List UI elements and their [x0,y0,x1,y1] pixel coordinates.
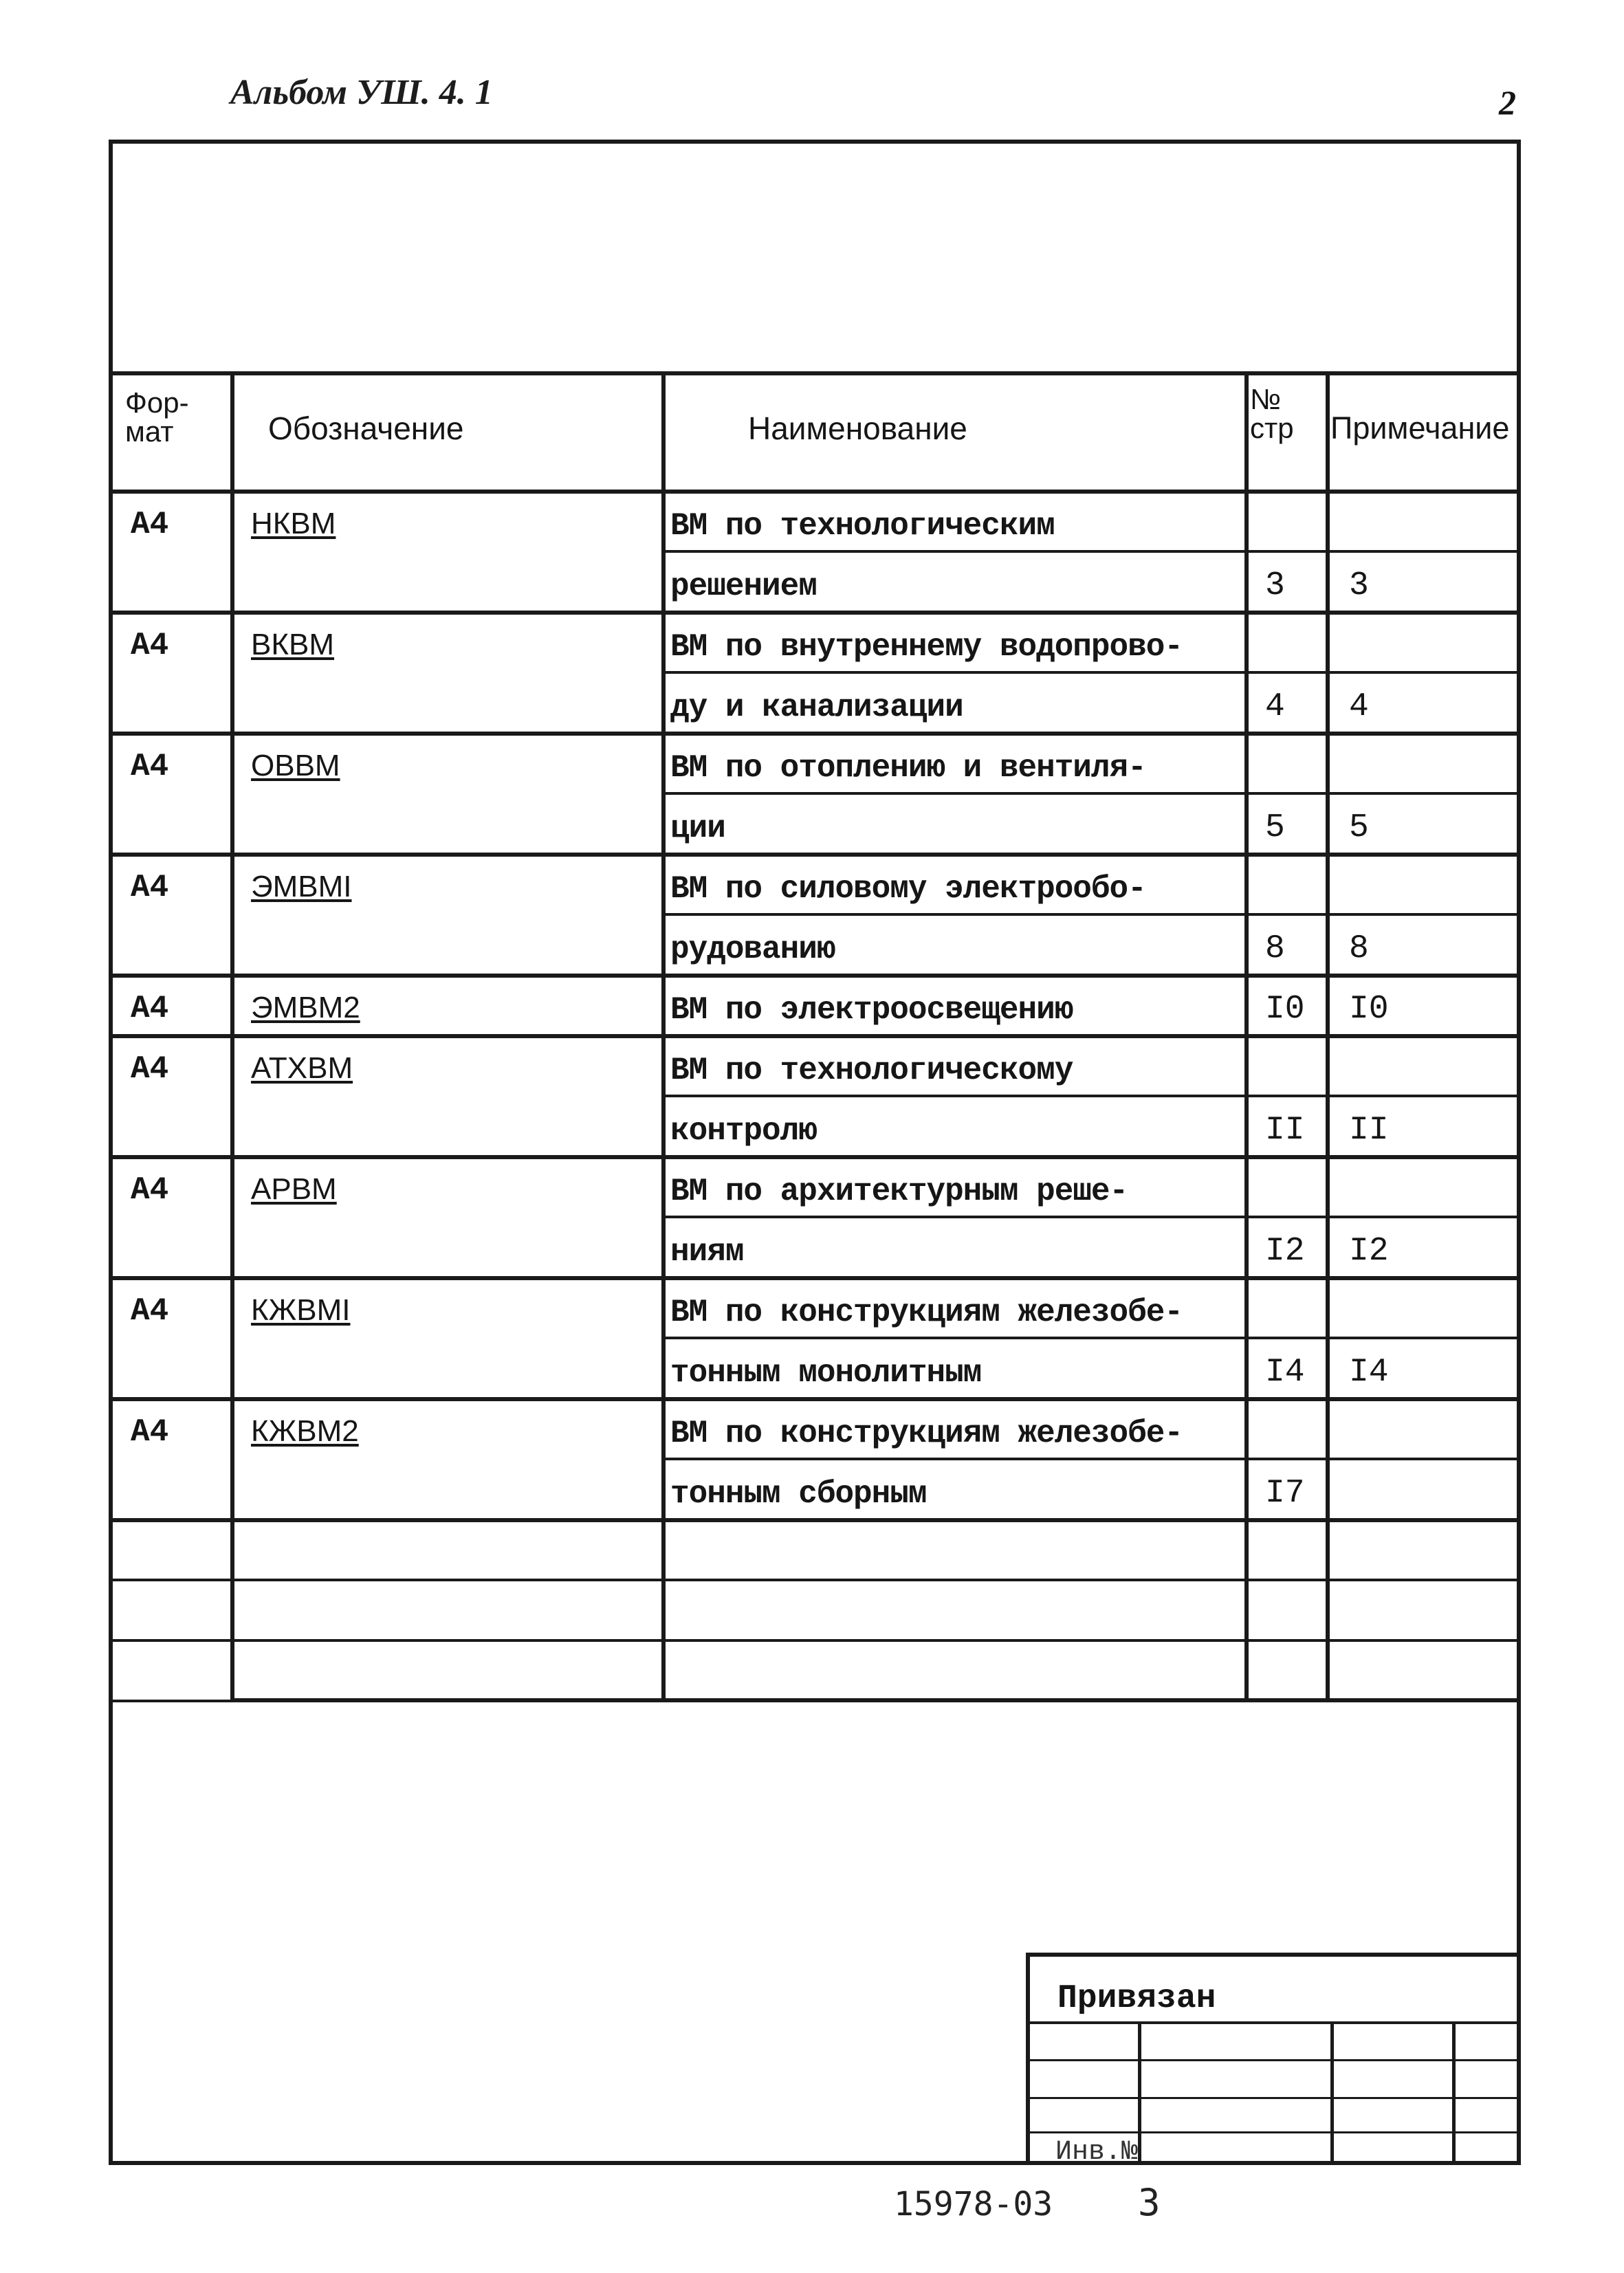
table-row-divider [109,732,1521,736]
table-cell-format: А4 [131,1172,169,1208]
table-cell-name-line: ниям [670,1234,744,1270]
table-subrow-divider [661,913,1521,916]
table-subrow-divider [661,792,1521,795]
table-cell-name-line: ВМ по технологическому [670,1053,1073,1088]
table-subrow-divider [661,1337,1521,1339]
table-cell-name-line: рудованию [670,932,835,967]
table-row-divider [109,611,1521,615]
table-row-divider [109,1276,1521,1280]
column-header-designation: Обозначение [268,410,464,446]
table-cell-format: А4 [131,507,169,542]
table-cell-name-line: ВМ по силовому электрообо- [670,871,1146,907]
table-cell-name-line: ВМ по конструкциям железобе- [670,1295,1183,1330]
stamp-row-line [1026,2097,1521,2099]
table-subrow-divider [661,1458,1521,1460]
table-cell-page: I7 [1265,1475,1305,1512]
table-cell-page: 4 [1265,688,1285,725]
table-cell-designation: АРВМ [251,1172,337,1206]
stamp-row-line [1026,2021,1521,2024]
table-subrow-divider [661,1216,1521,1218]
table-cell-designation: КЖВМI [251,1293,351,1327]
table-cell-name-line: решением [670,569,817,604]
table-cell-name-line: ВМ по архитектурным реше- [670,1174,1128,1209]
column-header-page: № стр [1250,383,1294,444]
stamp-col-line [1138,2021,1141,2165]
table-cell-format: А4 [131,870,169,905]
table-cell-format: А4 [131,1414,169,1450]
table-cell-note: I2 [1349,1233,1389,1270]
table-row-divider [109,1518,1521,1522]
table-row-divider [109,974,1521,978]
table-cell-page: I2 [1265,1233,1305,1270]
stamp-row-line [1026,2059,1521,2061]
table-cell-format: А4 [131,1051,169,1087]
footer-document-code: 15978-03 [894,2185,1053,2223]
table-cell-note: I4 [1349,1354,1389,1391]
stamp-row-line [1026,2131,1521,2133]
table-header-bottom-line [109,490,1521,494]
table-cell-name-line: ВМ по конструкциям железобе- [670,1416,1183,1451]
stamp-bound-label: Привязан [1057,1980,1216,2017]
table-cell-designation: КЖВМ2 [251,1414,359,1448]
column-header-name: Наименование [748,410,967,446]
table-cell-name-line: ВМ по отоплению и вентиля- [670,750,1146,786]
table-subrow-divider [661,1095,1521,1097]
table-row-divider [109,853,1521,857]
column-header-format: Фор- мат [125,386,189,448]
stamp-top-border [1026,1953,1521,1957]
table-cell-note: 4 [1349,688,1369,725]
table-cell-note: I0 [1349,991,1389,1028]
table-cell-designation: НКВМ [251,507,336,540]
table-cell-name-line: ции [670,811,725,846]
table-cell-note: 5 [1349,809,1369,846]
table-row-divider [109,1155,1521,1159]
table-empty-row-divider [109,1639,1521,1642]
table-cell-format: А4 [131,749,169,784]
table-cell-designation: ЭМВМI [251,870,352,903]
table-cell-page: I4 [1265,1354,1305,1391]
table-cell-page: I0 [1265,991,1305,1028]
table-cell-page: 3 [1265,567,1285,604]
table-cell-name-line: тонным сборным [670,1476,927,1512]
table-subrow-divider [661,671,1521,674]
table-cell-format: А4 [131,1293,169,1329]
table-empty-row-divider [109,1579,1521,1581]
column-header-note: Примечание [1330,410,1510,446]
table-bottom-line [230,1698,1521,1702]
table-cell-name-line: ВМ по технологическим [670,508,1055,544]
table-cell-designation: ЭМВМ2 [251,991,360,1024]
album-label: Альбом УШ. 4. 1 [230,73,493,112]
table-cell-page: 5 [1265,809,1285,846]
table-cell-format: А4 [131,991,169,1026]
table-cell-name-line: тонным монолитным [670,1355,982,1391]
table-cell-page: II [1265,1112,1305,1149]
table-cell-designation: АТХВМ [251,1051,353,1085]
table-cell-designation: ВКВМ [251,628,334,661]
table-cell-designation: ОВВМ [251,749,340,782]
stamp-inventory-label: Инв.№ [1055,2137,1139,2168]
table-header-top-line [109,371,1521,375]
table-cell-note: II [1349,1112,1389,1149]
sheet-number: 2 [1499,83,1516,122]
table-cell-name-line: ВМ по внутреннему водопрово- [670,629,1183,665]
table-cell-name-line: ВМ по электроосвещению [670,992,1073,1028]
table-cell-name-line: контролю [670,1113,817,1149]
table-row-divider [109,1034,1521,1038]
table-cell-note: 8 [1349,930,1369,967]
footer-page-number: 3 [1138,2181,1161,2224]
table-cell-format: А4 [131,628,169,663]
table-cell-name-line: ду и канализации [670,690,963,725]
stamp-col-line [1452,2021,1456,2165]
stamp-col-line [1330,2021,1334,2165]
table-row-divider [109,1397,1521,1401]
table-cell-note: 3 [1349,567,1369,604]
table-subrow-divider [661,550,1521,553]
table-cell-page: 8 [1265,930,1285,967]
